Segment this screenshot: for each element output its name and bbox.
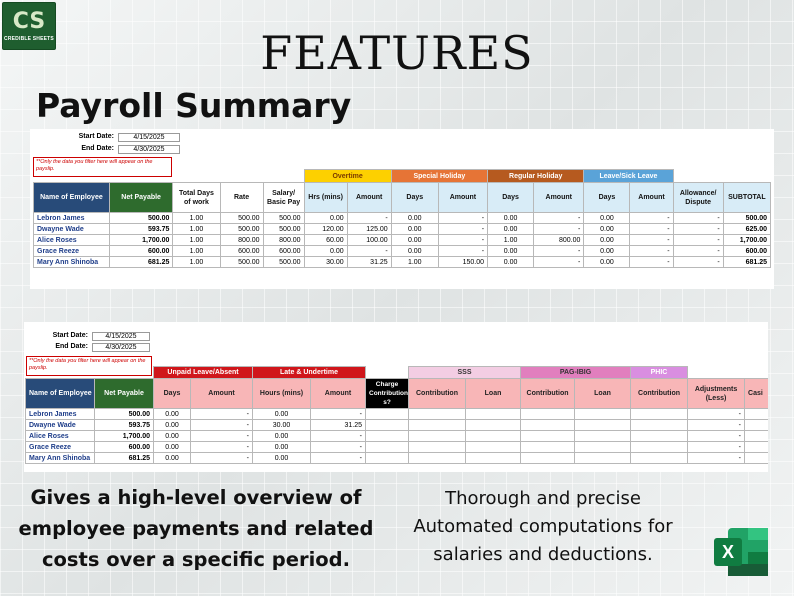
table-cell[interactable]: - [688,409,745,420]
table-cell[interactable]: 500.00 [263,257,304,268]
table-cell[interactable]: 500.00 [263,224,304,235]
section-title: Payroll Summary [36,86,352,125]
table-cell[interactable] [745,409,768,420]
table-cell[interactable]: 1,700.00 [723,235,770,246]
group-pag-ibig: PAG-IBIG [521,367,631,379]
payroll-table [33,169,771,279]
group-unpaid-leave: Unpaid Leave/Absent [154,367,253,379]
table-cell[interactable]: 800.00 [263,235,304,246]
table-row [26,409,769,420]
table-row [34,213,771,224]
table-cell[interactable]: 0.00 [154,442,191,453]
table-cell[interactable]: 0.00 [584,213,630,224]
table-cell[interactable]: 0.00 [304,213,347,224]
table-cell[interactable] [631,431,688,442]
table-cell[interactable] [366,453,409,464]
table-cell[interactable]: 1,700.00 [109,235,173,246]
caption-line: employee payments and related [18,517,374,540]
table-cell[interactable]: 120.00 [304,224,347,235]
col-header[interactable]: Rate [220,183,263,213]
logo-mark: CS [12,8,46,34]
table-cell[interactable]: 600.00 [220,246,263,257]
employee-name-cell[interactable]: Dwayne Wade [26,420,95,431]
col-header[interactable]: Allowance/ Dispute [673,183,723,213]
table-cell[interactable] [575,409,631,420]
table-cell[interactable] [409,442,466,453]
table-cell[interactable]: - [311,409,366,420]
table-cell[interactable]: 500.00 [220,213,263,224]
table-cell[interactable]: 600.00 [263,246,304,257]
table-cell[interactable]: - [191,442,253,453]
table-cell[interactable]: - [534,224,584,235]
col-header[interactable]: SUBTOTAL [723,183,770,213]
col-header[interactable]: Hrs (mins) [304,183,347,213]
features-heading: FEATURES [260,26,534,80]
table-cell[interactable]: - [534,257,584,268]
table-cell[interactable]: - [438,224,487,235]
col-header[interactable]: Casi [745,379,768,409]
table-cell[interactable] [745,420,768,431]
table-cell[interactable]: - [311,442,366,453]
table-row [34,224,771,235]
table-cell[interactable]: - [438,235,487,246]
table-row [34,235,771,246]
table-cell[interactable] [409,431,466,442]
table-cell[interactable] [466,420,521,431]
col-header[interactable]: Loan [466,379,521,409]
table-cell[interactable]: - [673,257,723,268]
end-date-label-2: End Date: [55,343,88,350]
table-cell[interactable]: 0.00 [584,224,630,235]
table-cell[interactable]: 681.25 [95,453,154,464]
table-cell[interactable]: - [630,246,673,257]
deductions-sheet [24,322,768,472]
table-cell[interactable]: 600.00 [723,246,770,257]
caption-overview [0,482,392,575]
table-cell[interactable]: 593.75 [109,224,173,235]
table-cell[interactable] [745,442,768,453]
table-cell[interactable] [575,442,631,453]
start-date-field-2[interactable]: 4/15/2025 [92,332,150,341]
table-cell[interactable]: - [688,453,745,464]
table-cell[interactable]: 30.00 [253,420,311,431]
table-cell[interactable]: 1.00 [173,235,220,246]
table-cell[interactable]: 1,700.00 [95,431,154,442]
table-cell[interactable]: - [438,246,487,257]
table-row [26,420,769,431]
end-date-field-2[interactable]: 4/30/2025 [92,343,150,352]
employee-name-cell[interactable]: Alice Roses [34,235,110,246]
caption-line: Thorough and precise [445,488,641,509]
table-cell[interactable]: 0.00 [304,246,347,257]
table-cell[interactable] [366,431,409,442]
col-header[interactable]: Hours (mins) [253,379,311,409]
start-date-label-2: Start Date: [52,332,88,339]
table-cell[interactable] [575,431,631,442]
col-header[interactable]: Amount [347,183,391,213]
table-cell[interactable]: 0.00 [488,213,534,224]
caption-line: costs over a specific period. [41,548,351,571]
col-header[interactable]: Days [488,183,534,213]
table-cell[interactable]: 0.00 [391,213,438,224]
table-cell[interactable] [521,431,575,442]
table-cell[interactable] [466,453,521,464]
table-cell[interactable]: 500.00 [723,213,770,224]
table-cell[interactable]: 1.00 [391,257,438,268]
table-cell[interactable]: 681.25 [109,257,173,268]
caption-line: Automated computations for [413,516,673,537]
table-cell[interactable]: 600.00 [109,246,173,257]
table-cell[interactable] [631,420,688,431]
table-cell[interactable] [631,442,688,453]
table-cell[interactable]: 0.00 [584,235,630,246]
col-header[interactable]: Days [391,183,438,213]
table-cell[interactable]: 500.00 [220,257,263,268]
table-cell[interactable]: 1.00 [173,246,220,257]
table-cell[interactable]: 800.00 [220,235,263,246]
group-leave: Leave/Sick Leave [584,170,673,183]
table-row [26,442,769,453]
group-sss: SSS [409,367,521,379]
table-cell[interactable]: 0.00 [391,235,438,246]
table-cell[interactable]: - [311,431,366,442]
col-header[interactable]: Amount [438,183,487,213]
table-cell[interactable]: 100.00 [347,235,391,246]
deductions-table [25,366,768,464]
employee-name-cell[interactable]: Grace Reeze [26,442,95,453]
table-cell[interactable] [521,420,575,431]
table-cell[interactable] [466,442,521,453]
table-cell[interactable] [466,431,521,442]
table-cell[interactable]: 1.00 [173,213,220,224]
table-cell[interactable]: - [191,420,253,431]
table-cell[interactable] [745,453,768,464]
table-cell[interactable]: - [191,431,253,442]
group-late-undertime: Late & Undertime [253,367,366,379]
table-cell[interactable]: 0.00 [253,442,311,453]
excel-letter: X [721,542,735,562]
table-cell[interactable]: - [673,235,723,246]
table-cell[interactable] [521,409,575,420]
table-cell[interactable]: 0.00 [154,420,191,431]
excel-sheet-cell [748,552,768,564]
table-cell[interactable] [409,453,466,464]
employee-name-cell[interactable]: Mary Ann Shinoba [26,453,95,464]
employee-name-cell[interactable]: Dwayne Wade [34,224,110,235]
table-cell[interactable]: 681.25 [723,257,770,268]
table-row [34,246,771,257]
end-date-label: End Date: [81,145,114,152]
table-cell[interactable]: - [688,431,745,442]
filter-note: **Only the data you filter here will appear on the payslip. [33,157,172,177]
col-header[interactable]: Name of Employee [34,183,110,213]
col-header[interactable]: Contribution [521,379,575,409]
table-cell[interactable]: - [347,246,391,257]
table-cell[interactable]: 30.00 [304,257,347,268]
table-cell[interactable] [409,409,466,420]
col-header[interactable]: Amount [311,379,366,409]
logo-name: CREDIBLE SHEETS [4,35,54,42]
table-cell[interactable]: 0.00 [154,409,191,420]
table-cell[interactable]: 1.00 [173,257,220,268]
col-header[interactable]: Charge Contribution s? [366,379,409,409]
table-cell[interactable] [521,453,575,464]
table-cell[interactable]: 0.00 [253,409,311,420]
table-cell[interactable]: - [673,246,723,257]
table-cell[interactable]: 0.00 [391,224,438,235]
col-header[interactable]: Adjustments (Less) [688,379,745,409]
table-cell[interactable]: 0.00 [154,453,191,464]
group-special-holiday: Special Holiday [391,170,487,183]
caption-line: Gives a high-level overview of [30,486,362,509]
end-date-row-2 [28,343,150,352]
table-cell[interactable] [366,442,409,453]
employee-name-cell[interactable]: Lebron James [34,213,110,224]
caption-automation [392,485,694,569]
col-header[interactable]: Contribution [409,379,466,409]
table-cell[interactable]: 500.00 [95,409,154,420]
table-cell[interactable]: 31.25 [311,420,366,431]
table-cell[interactable]: 600.00 [95,442,154,453]
col-header[interactable]: Net Payable [109,183,173,213]
table-cell[interactable] [409,420,466,431]
col-header[interactable]: Salary/ Basic Pay [263,183,304,213]
caption-line: salaries and deductions. [433,544,653,565]
table-cell[interactable]: - [534,213,584,224]
table-cell[interactable] [366,420,409,431]
table-row [26,431,769,442]
employee-name-cell[interactable]: Grace Reeze [34,246,110,257]
col-header[interactable]: Amount [191,379,253,409]
table-cell[interactable]: - [438,213,487,224]
col-header[interactable]: Loan [575,379,631,409]
table-cell[interactable]: - [630,213,673,224]
table-cell[interactable]: 0.00 [253,431,311,442]
col-header[interactable]: Total Days of work [173,183,220,213]
table-cell[interactable]: - [630,224,673,235]
table-cell[interactable]: - [673,224,723,235]
table-cell[interactable] [366,409,409,420]
table-cell[interactable]: 0.00 [488,224,534,235]
table-cell[interactable]: 0.00 [253,453,311,464]
excel-icon [712,526,770,578]
col-header[interactable]: Amount [534,183,584,213]
end-date-row [34,145,180,154]
table-cell[interactable] [521,442,575,453]
table-cell[interactable]: 625.00 [723,224,770,235]
table-cell[interactable]: - [630,257,673,268]
table-cell[interactable]: - [688,442,745,453]
col-header[interactable]: Days [584,183,630,213]
col-header[interactable]: Net Payable [95,379,154,409]
col-header[interactable]: Amount [630,183,673,213]
table-cell[interactable]: 31.25 [347,257,391,268]
table-cell[interactable] [575,453,631,464]
group-phic: PHIC [631,367,688,379]
table-cell[interactable]: 1.00 [173,224,220,235]
group-overtime: Overtime [304,170,391,183]
table-cell[interactable]: 0.00 [391,246,438,257]
table-cell[interactable]: 1.00 [488,235,534,246]
employee-name-cell[interactable]: Alice Roses [26,431,95,442]
excel-sheet-cell [748,540,768,552]
table-cell[interactable]: 500.00 [109,213,173,224]
table-cell[interactable]: - [311,453,366,464]
table-row [34,257,771,268]
table-cell[interactable]: 0.00 [584,246,630,257]
table-row [26,453,769,464]
table-cell[interactable]: 0.00 [488,246,534,257]
table-cell[interactable]: - [534,246,584,257]
excel-sheet-cell [748,528,768,540]
table-cell[interactable] [466,409,521,420]
start-date-field[interactable]: 4/15/2025 [118,133,180,142]
group-regular-holiday: Regular Holiday [488,170,584,183]
table-cell[interactable]: - [347,213,391,224]
table-cell[interactable]: - [688,420,745,431]
col-header[interactable]: Days [154,379,191,409]
table-cell[interactable]: 0.00 [488,257,534,268]
table-cell[interactable]: 0.00 [584,257,630,268]
col-header[interactable]: Contribution [631,379,688,409]
table-cell[interactable]: - [191,409,253,420]
table-cell[interactable] [575,420,631,431]
table-cell[interactable]: 60.00 [304,235,347,246]
table-cell[interactable] [745,431,768,442]
col-header[interactable]: Name of Employee [26,379,95,409]
table-cell[interactable]: - [673,213,723,224]
table-cell[interactable]: 500.00 [263,213,304,224]
table-cell[interactable]: 800.00 [534,235,584,246]
table-cell[interactable]: 593.75 [95,420,154,431]
filter-note-2: **Only the data you filter here will appear on the payslip. [26,356,152,376]
payroll-summary-sheet [30,129,774,289]
table-cell[interactable]: - [630,235,673,246]
table-cell[interactable]: 500.00 [220,224,263,235]
start-date-row-2 [28,332,150,341]
table-cell[interactable] [631,453,688,464]
employee-name-cell[interactable]: Lebron James [26,409,95,420]
start-date-label: Start Date: [78,133,114,140]
start-date-row [34,133,180,142]
table-cell[interactable]: 125.00 [347,224,391,235]
table-cell[interactable]: 150.00 [438,257,487,268]
table-cell[interactable]: 0.00 [154,431,191,442]
table-cell[interactable] [631,409,688,420]
table-cell[interactable]: - [191,453,253,464]
end-date-field[interactable]: 4/30/2025 [118,145,180,154]
employee-name-cell[interactable]: Mary Ann Shinoba [34,257,110,268]
